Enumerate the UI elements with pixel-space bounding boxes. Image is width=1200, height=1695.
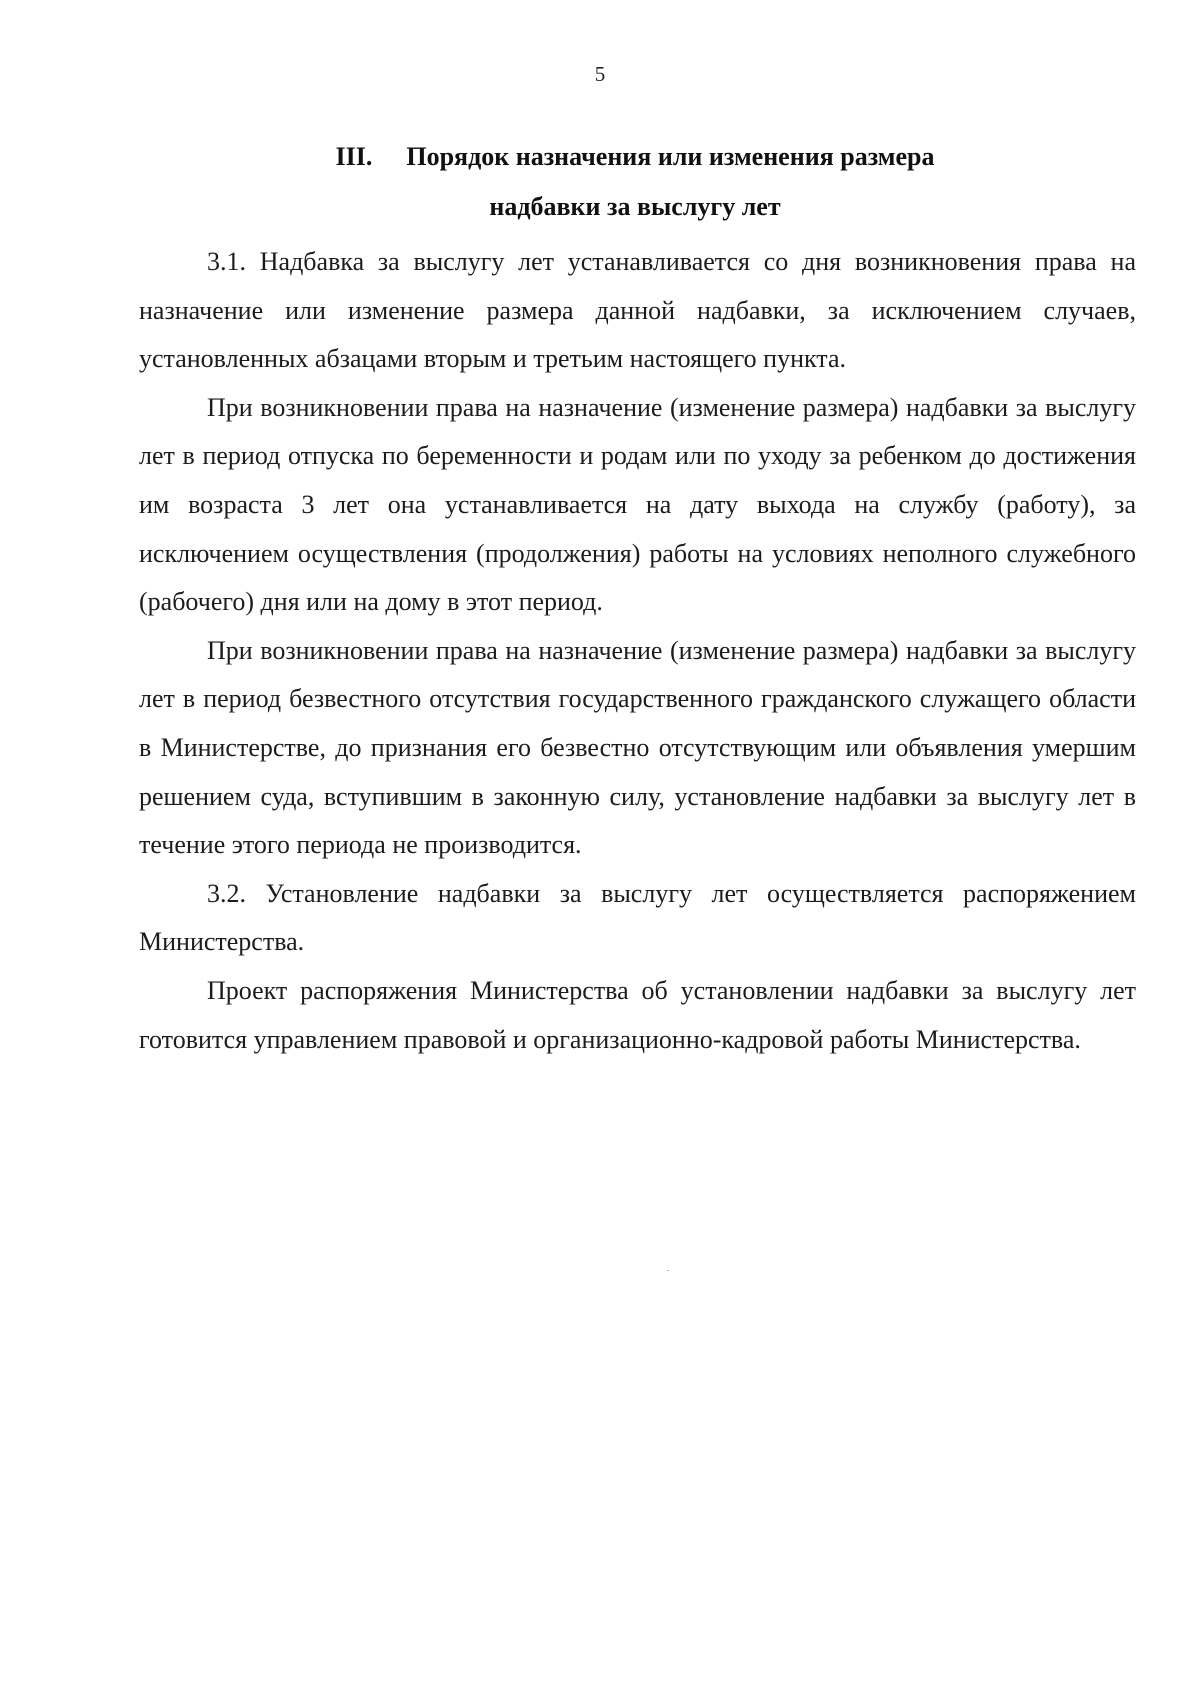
page-number: 5 [594,62,606,86]
section-title-line2: надбавки за выслугу лет [489,192,781,221]
section-body [139,238,1136,1064]
section-heading [140,142,1130,172]
paragraph-draft-order: Проект распоряжения Министерства об установлении надбавки за выслугу лет готовится управлением правовой и организационно-кадровой работы Министерства. [139,975,1136,1054]
paragraph-unknown-absence: При возникновении права на назначение (изменение размера) надбавки за выслугу лет в период безвестного отсутствия государственного гражданского служащего области в Министерстве, до признания его безвестно отсутствующим или объявления умершим решением суда, вступившим в законную силу, установление надбавки за выслугу лет в течение этого периода не производится. [139,635,1136,860]
paragraph-maternity-leave: При возникновении права на назначение (изменение размера) надбавки за выслугу лет в период отпуска по беременности и родам или по уходу за ребенком до достижения им возраста 3 лет она устанавливается на дату выхода на службу (работу), за исключением осуществления (продолжения) работы на условиях неполного служебного (рабочего) дня или на дому в этот период. [139,392,1136,617]
scan-speck [667,1270,669,1271]
paragraph-3-2: 3.2. Установление надбавки за выслугу лет осуществляется распоряжением Министерства. [139,878,1136,957]
section-title-line1: Порядок назначения или изменения размера [406,142,935,171]
section-numeral: III. [335,142,373,171]
paragraph-3-1: 3.1. Надбавка за выслугу лет устанавливается со дня возникновения права на назначение или изменение размера данной надбавки, за исключением случаев, установленных абзацами вторым и третьим настоящего пункта. [139,247,1136,374]
